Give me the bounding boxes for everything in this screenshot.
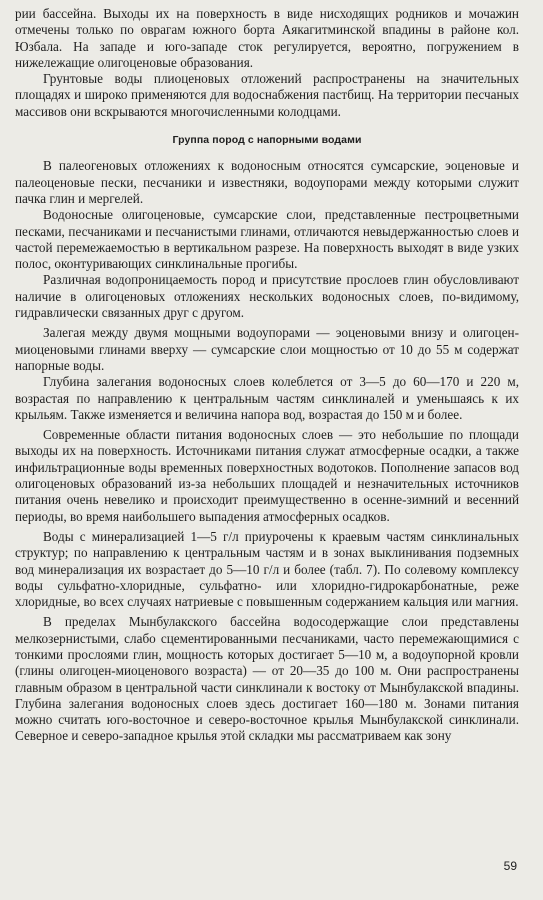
section-heading: Группа пород с напорными водами xyxy=(172,134,362,147)
paragraph-depth: Глубина залегания водоносных слоев колеблется от 3—5 до 60—170 и 220 м, возрастая по направлению к центральным частям синклиналей и уменьшаясь к их крыльям. Также изменяется и величина напора вод, возрастая до 150 м и более. xyxy=(15,374,519,422)
paragraph-continuation: рии бассейна. Выходы их на поверхность в виде нисходящих родников и мочажин отмечены только по оврагам южного борта Аякагитминской впадины в районе кол. Юзбала. На западе и юго-западе сток регулируется, вероятно, погружением в нижележащие олигоценовые образования. xyxy=(15,6,519,70)
paragraph-pliocene-groundwater: Грунтовые воды плиоценовых отложений распространены на значительных площадях и широко применяются для водоснабжения пастбищ. На территории песчаных массивов они вскрываются многочисленными колодцами. xyxy=(15,71,519,119)
page-number: 59 xyxy=(503,859,517,873)
paragraph-oligocene-layers: Водоносные олигоценовые, сумсарские слои, представленные пестроцветными песками, песчаниками и песчанистыми глинами, отличаются невыдержанностью слоев и частой перемежаемостью в вертикальном разрезе. На поверхность выходят в виде узких полос, оконтуривающих синклинальные прогибы. xyxy=(15,207,519,272)
paragraph-recharge-areas: Современные области питания водоносных слоев — это небольшие по площади выходы их на поверхность. Источниками питания служат атмосферные осадки, а также инфильтрационные воды временных поверхностных водотоков. Пополнение запасов вод олигоценовых образований из-за небольших площадей и незначительных источников питания очень невелико и происходит преимущественно в осенне-зимний и весенний периоды, во время наибольшего выпадения атмосферных осадков. xyxy=(15,427,519,524)
paragraph-permeability: Различная водопроницаемость пород и присутствие прослоев глин обусловливают наличие в олигоценовых отложениях нескольких водоносных слоев, по-видимому, гидравлически связанных друг с другом. xyxy=(15,272,519,321)
paragraph-mineralization: Воды с минерализацией 1—5 г/л приурочены к краевым частям синклинальных структур; по направлению к центральным частям и в зонах выклинивания подземных вод минерализация их возрастает до 5—10 г/л и более (табл. 7). По солевому комплексу воды сульфатно-хлоридные, сульфатно- или хлоридно-гидрокарбонатные, реже хлоридные, во всех случаях натриевые с повышенным содержанием кальция или магния. xyxy=(15,528,519,610)
paragraph-paleogene: В палеогеновых отложениях к водоносным относятся сумсарские, эоценовые и палеоценовые пески, песчаники и известняки, водоупорами между которыми служит пачка глин и мергелей. xyxy=(15,158,519,206)
paragraph-sumsar-layers: Залегая между двумя мощными водоупорами — эоценовыми внизу и олигоцен-миоценовыми глинами вверху — сумсарские слои мощностью от 10 до 55 м содержат напорные воды. xyxy=(15,325,519,373)
paragraph-mynbulak-basin: В пределах Мынбулакского бассейна водосодержащие слои представлены мелкозернистыми, слабо сцементированными песчаниками, часто перемежающимися с тонкими прослоями глин, мощность которых достигает 5—10 м, а водоупорной кровли (глины олигоцен-миоценового возраста) — от 20—35 до 100 м. Они распространены главным образом в центральной части синклинали к востоку от Мынбулакской впадины. Глубина залегания водоносных слоев здесь достигает 160—180 м. Зонами питания можно считать юго-восточное и северо-восточное крылья Мынбулакской синклинали. Северное и северо-западное крылья этой складки мы рассматриваем как зону xyxy=(15,614,519,744)
